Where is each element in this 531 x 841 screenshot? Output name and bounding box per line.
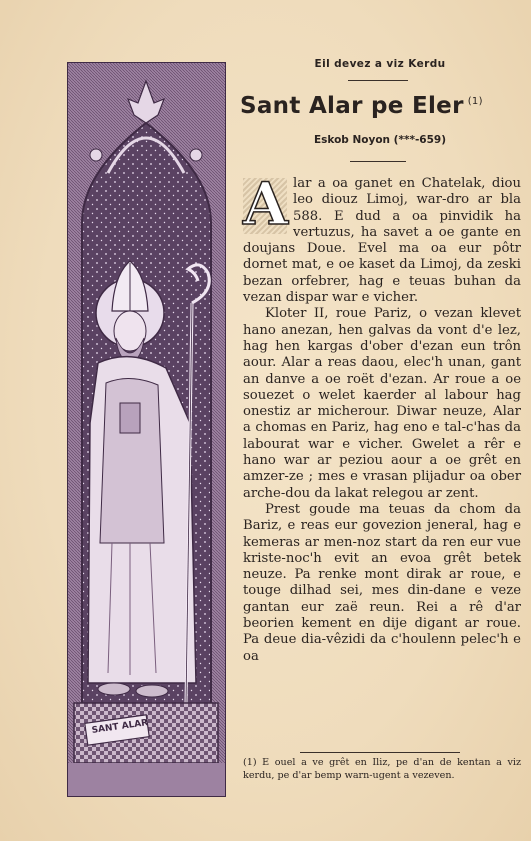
paragraph-text: lar a oa ganet en Chatelak, diou leo diouz Limoj, war-dro ar bla 588. E dud a oa pinvidik ha vertuzus, ha savet a oe gante en doujans Doue. Evel ma oa eur pôtr dornet mat, e oe kaset da Limoj, da zeski bezan orfebrer, hag e teuas buhan da vezan dispar war e vicher.: [243, 176, 521, 306]
footnote-divider: [300, 752, 460, 753]
page-title: [240, 93, 525, 119]
saint-engraving: [67, 62, 226, 797]
saint-plaque-label: SANT ALAR: [91, 718, 149, 736]
paragraph: Prest goude ma teuas da chom da Bariz, e reas eur govezion jeneral, hag e kemeras ar men-noz start da ren eur vue kriste-noc'h evit an evoa grêt betek neuze. Pa renke mont dirak ar roue, e touge dilhad sei, mes din-dane e veze gantan eur zaë reun. Rei a rê d'ar beorien kement en dije digant ar roue. Pa deue dia-vêzidi da c'houlenn pelec'h e oa: [243, 501, 521, 664]
section-title: Eil devez a viz Kerdu: [314, 58, 446, 70]
dropcap: A: [243, 170, 289, 238]
paragraph: Kloter II, roue Pariz, o vezan klevet hano anezan, hen galvas da vont d'e lez, hag hen kargas d'ober d'ezan eun trôn aour. Alar a reas daou, elec'h unan, gant an danve a oe roët d'ezan. Ar roue a oe souezet o welet kaerder al labour hag onestiz ar micherour. Diwar neuze, Alar a chomas en Pariz, hag eno e tal-c'has da labourat war e vicher. Gwelet a rêr e hano war ar peziou aour a oe grêt en amzer-ze ; mes e vrasan plijadur oa ober arche-dou da lakat relegou ar zent.: [243, 306, 521, 501]
article-body: [243, 170, 521, 665]
title-text: Sant Alar pe Eler: [240, 93, 464, 119]
footnote: (1) E ouel a ve grêt en Iliz, pe d'an de kentan a viz kerdu, pe d'ar bemp warn-ugent a vezeven.: [243, 757, 521, 781]
divider: [348, 80, 408, 81]
divider: [350, 161, 406, 162]
paragraph: [243, 170, 521, 306]
subtitle: Eskob Noyon (***-659): [313, 134, 447, 146]
footnote-reference: (1): [467, 96, 483, 108]
